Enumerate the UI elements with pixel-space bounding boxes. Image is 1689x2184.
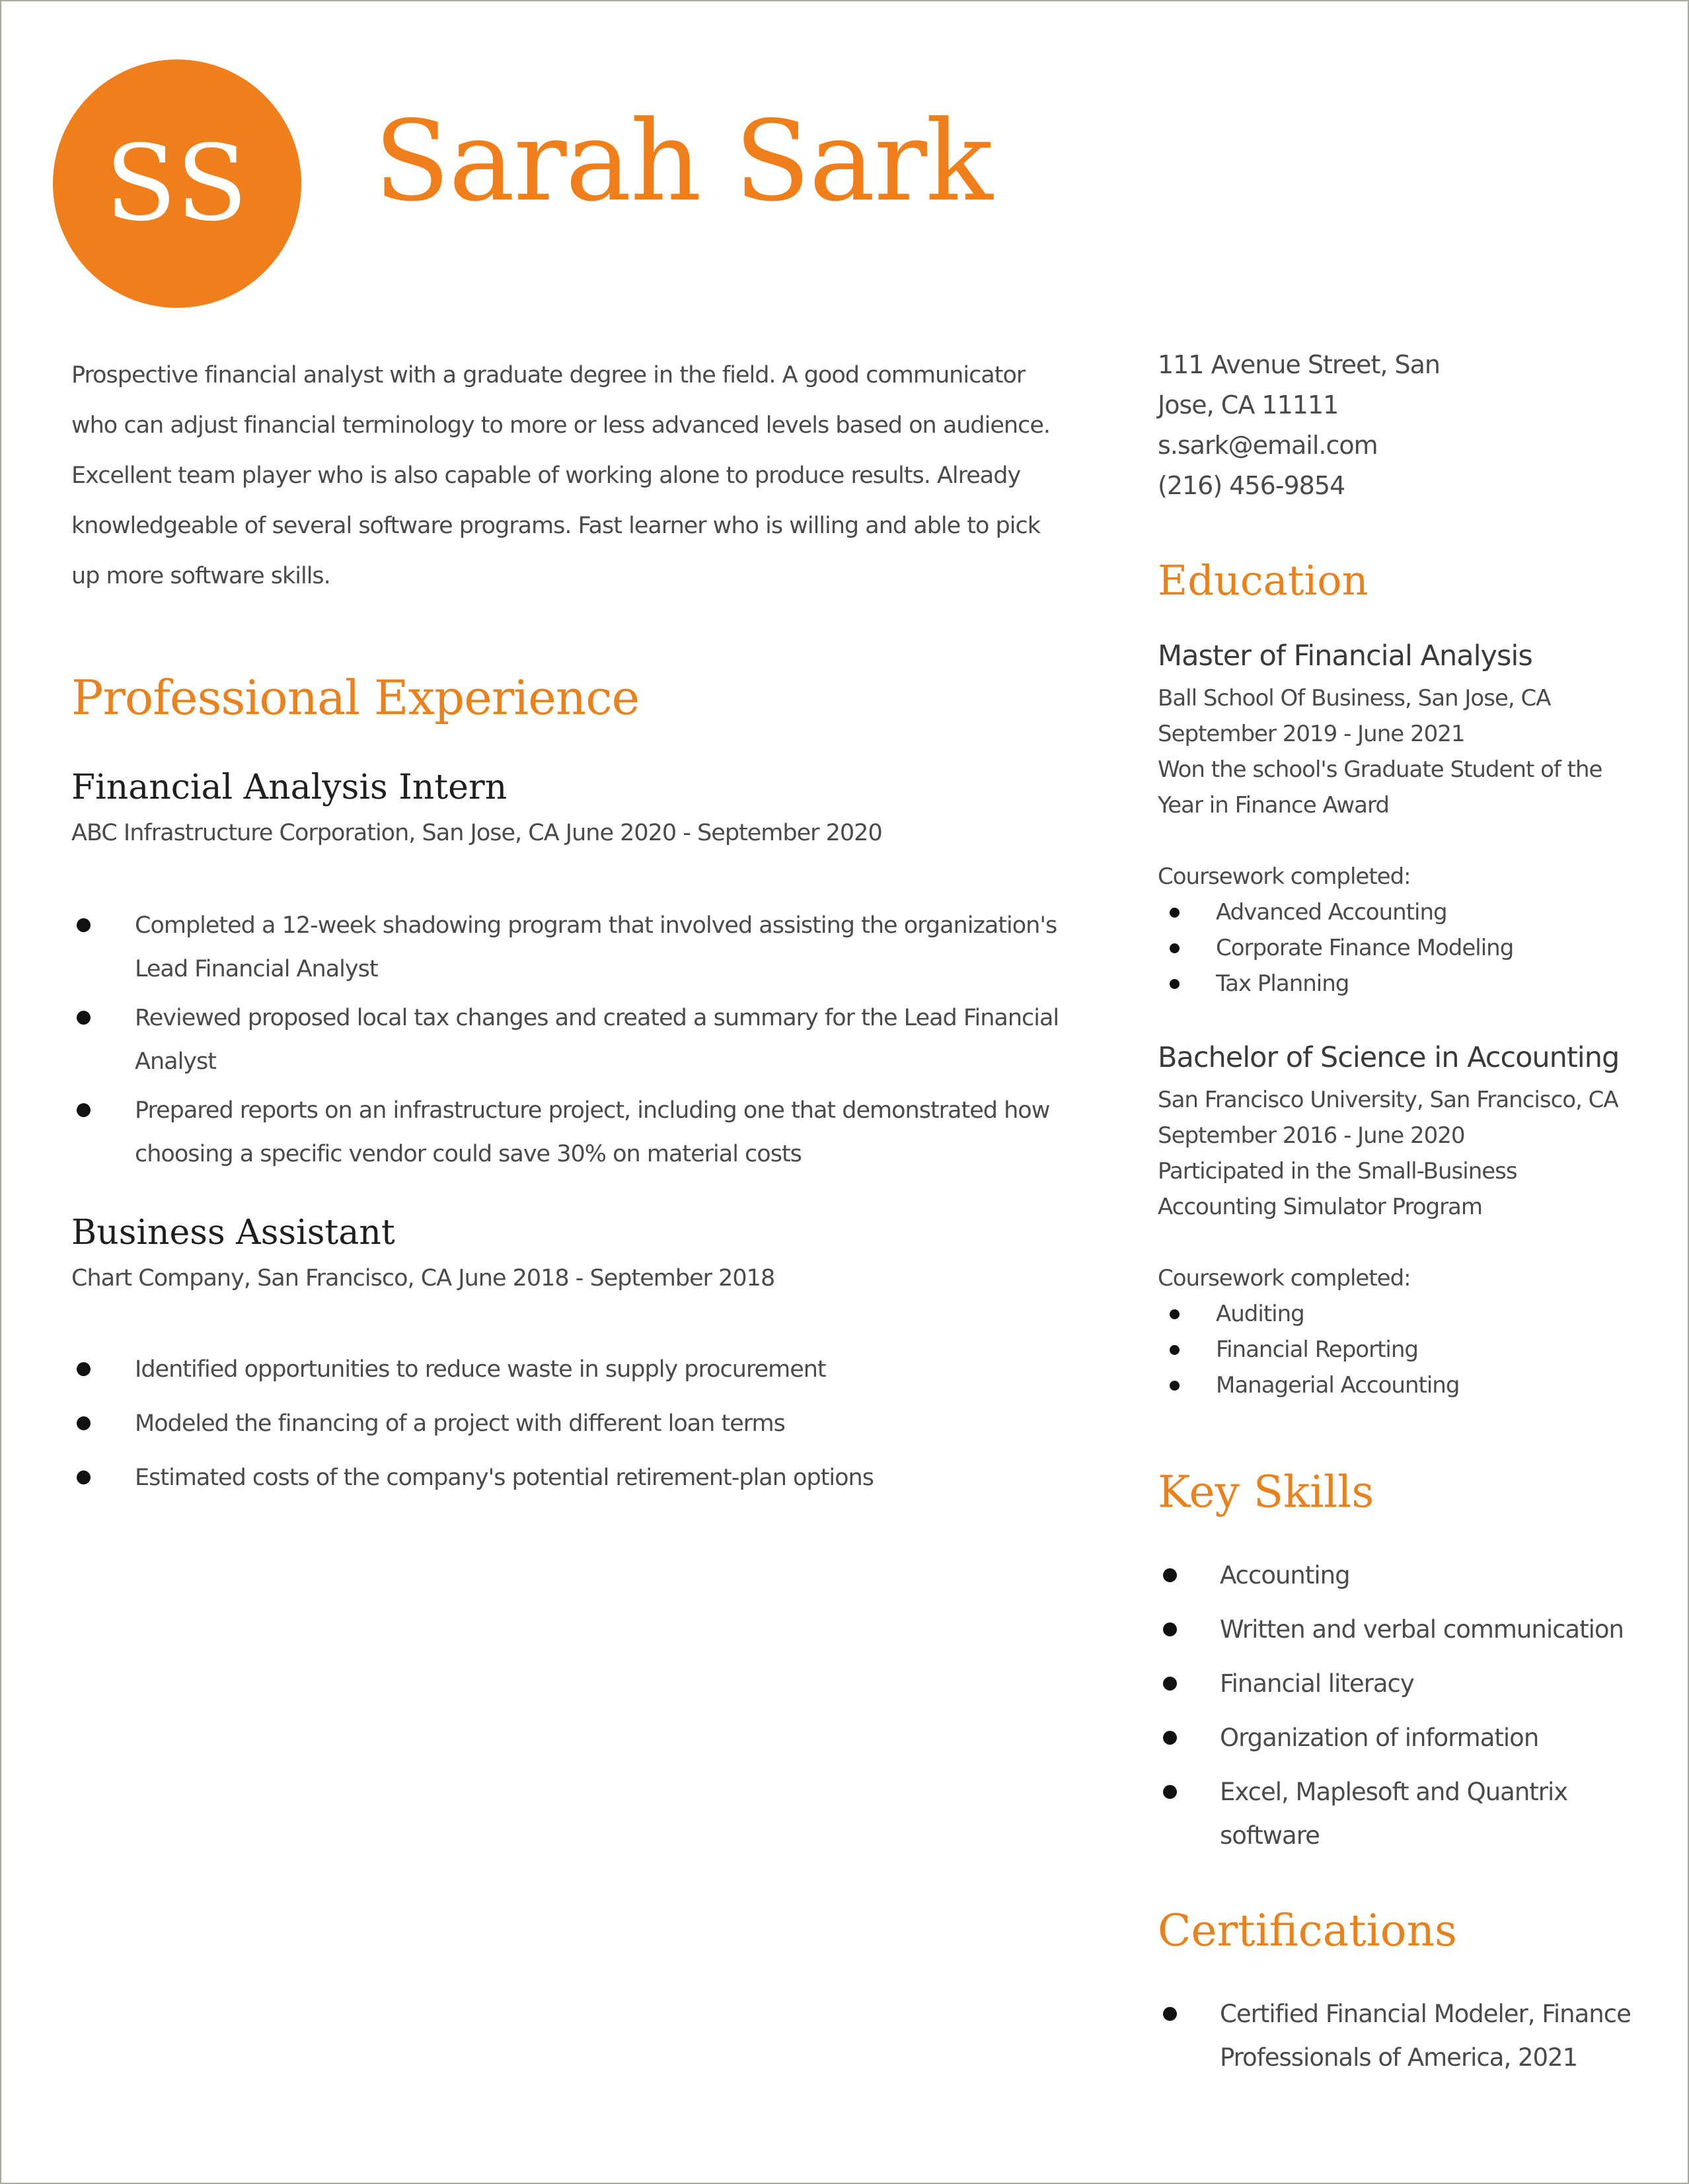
bullet-icon [1170, 979, 1180, 989]
skills-heading: Key Skills [1158, 1467, 1374, 1517]
bullet-icon [77, 1416, 91, 1430]
job-meta: Chart Company, San Francisco, CA June 2018 - September 2018 [71, 1265, 775, 1292]
address-line: 111 Avenue Street, San [1158, 350, 1440, 379]
bullet-icon [1163, 1568, 1177, 1582]
degree-note: Won the school's Graduate Student of the Year in Finance Award [1158, 756, 1602, 819]
school-name: San Francisco University, San Francisco, CA [1158, 1087, 1618, 1113]
certification-item: Certified Financial Modeler, Finance Professionals of America, 2021 [1158, 1992, 1633, 2080]
job-bullet: Completed a 12-week shadowing program that involved assisting the organization's Lead Financial Analyst [71, 904, 1063, 991]
coursework-item: Advanced Accounting [1158, 894, 1620, 930]
initials-text: SS [105, 123, 249, 244]
bullet-icon [1163, 2007, 1177, 2021]
job-bullet: Identified opportunities to reduce waste in supply procurement [71, 1348, 1063, 1391]
bullet-icon [1163, 1677, 1177, 1691]
degree-dates: September 2019 - June 2021 [1158, 721, 1465, 747]
initials-avatar [53, 59, 301, 308]
bullet-icon [1163, 1622, 1177, 1636]
bullet-icon [1170, 943, 1180, 953]
coursework-list [1158, 1296, 1620, 1403]
job-bullet-list [71, 1348, 1063, 1505]
bullet-icon [77, 1011, 91, 1025]
bullet-icon [77, 1471, 91, 1484]
contact-block [1158, 345, 1501, 506]
address-line: Jose, CA 11111 [1158, 390, 1339, 419]
bullet-icon [1163, 1785, 1177, 1799]
job-bullet: Prepared reports on an infrastructure project, including one that demonstrated how choosing a specific vendor could save 30% on material costs [71, 1089, 1063, 1176]
experience-heading: Professional Experience [71, 670, 640, 725]
education-heading: Education [1158, 556, 1369, 604]
coursework-label: Coursework completed: [1158, 863, 1411, 890]
degree-details [1158, 680, 1620, 823]
phone-text: (216) 456-9854 [1158, 471, 1345, 500]
job-bullet: Modeled the financing of a project with different loan terms [71, 1402, 1063, 1445]
degree-details [1158, 1082, 1620, 1225]
job-meta: ABC Infrastructure Corporation, San Jose, CA June 2020 - September 2020 [71, 820, 882, 846]
school-name: Ball School Of Business, San Jose, CA [1158, 685, 1551, 711]
skill-item: Organization of information [1158, 1716, 1633, 1760]
bullet-icon [1170, 1309, 1180, 1319]
degree-note: Participated in the Small-Business Accounting Simulator Program [1158, 1158, 1517, 1220]
bullet-icon [1170, 1345, 1180, 1355]
bullet-icon [1170, 1381, 1180, 1391]
professional-summary: Prospective financial analyst with a graduate degree in the field. A good communicator who can adjust financial terminology to more or less advanced levels based on audience. Excellent team player who is also capable of working alone to produce results. Already knowledgeable of several software programs. Fast learner who is willing and able to pick up more software skills. [71, 362, 1050, 589]
job-bullet-list [71, 904, 1063, 1181]
bullet-icon [77, 1362, 91, 1376]
bullet-icon [77, 1103, 91, 1117]
job-title: Business Assistant [71, 1213, 395, 1253]
coursework-item: Auditing [1158, 1296, 1620, 1332]
certifications-list [1158, 1992, 1633, 2080]
coursework-list [1158, 894, 1620, 1001]
job-title: Financial Analysis Intern [71, 768, 507, 807]
skill-item: Accounting [1158, 1554, 1633, 1597]
bullet-icon [1163, 1731, 1177, 1745]
bullet-icon [77, 918, 91, 932]
job-bullet: Estimated costs of the company's potential retirement-plan options [71, 1456, 1063, 1500]
coursework-label: Coursework completed: [1158, 1265, 1411, 1292]
candidate-name: Sarah Sark [374, 96, 992, 226]
certifications-heading: Certifications [1158, 1905, 1457, 1956]
coursework-item: Tax Planning [1158, 966, 1620, 1001]
skills-list [1158, 1554, 1633, 1868]
coursework-item: Managerial Accounting [1158, 1367, 1620, 1403]
coursework-item: Corporate Finance Modeling [1158, 930, 1620, 966]
coursework-item: Financial Reporting [1158, 1332, 1620, 1367]
email-text: s.sark@email.com [1158, 431, 1378, 460]
bullet-icon [1170, 908, 1180, 918]
skill-item: Excel, Maplesoft and Quantrix software [1158, 1770, 1590, 1858]
degree-title: Master of Financial Analysis [1158, 639, 1532, 673]
degree-dates: September 2016 - June 2020 [1158, 1122, 1465, 1149]
job-bullet: Reviewed proposed local tax changes and created a summary for the Lead Financial Analyst [71, 996, 1063, 1083]
degree-title: Bachelor of Science in Accounting [1158, 1041, 1620, 1074]
skill-item: Financial literacy [1158, 1662, 1633, 1706]
skill-item: Written and verbal communication [1158, 1608, 1633, 1652]
